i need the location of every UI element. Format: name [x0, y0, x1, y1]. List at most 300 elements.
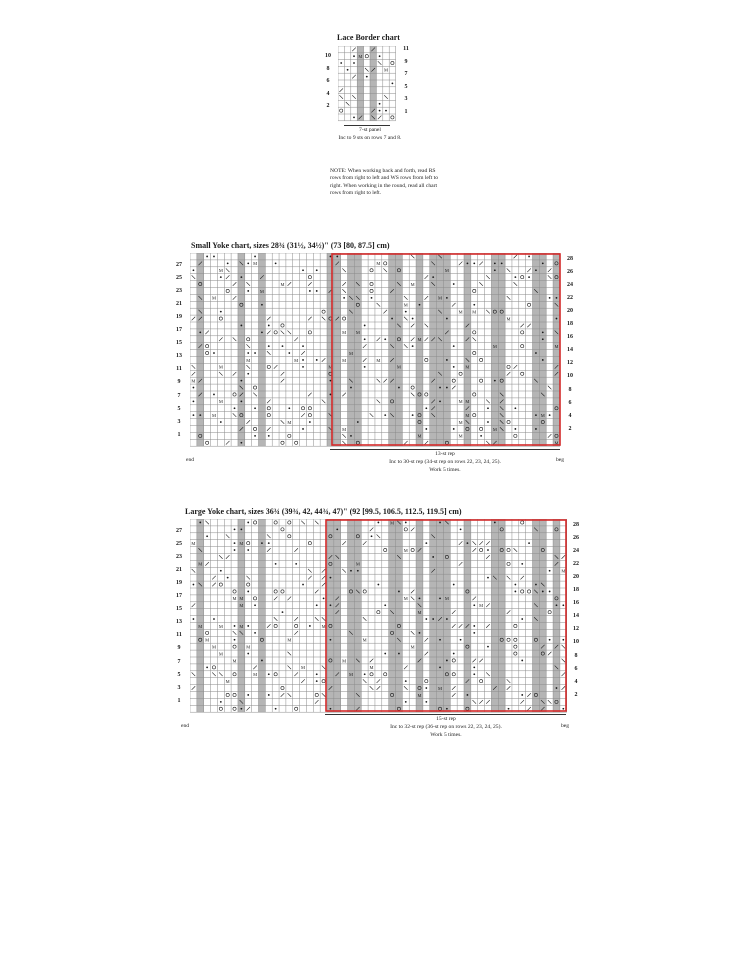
stitch-symbol: [370, 413, 374, 417]
stitch-symbol: [219, 672, 223, 676]
stitch-symbol: [364, 325, 366, 327]
stitch-symbol: M: [403, 547, 408, 553]
stitch-symbol: [494, 380, 496, 382]
stitch-symbol: [350, 570, 352, 572]
stitch-symbol: M: [218, 399, 223, 405]
stitch-symbol: M: [239, 603, 244, 609]
stitch-symbol: [330, 380, 332, 382]
stitch-symbol: [507, 420, 510, 423]
stitch-symbol: [226, 555, 230, 559]
stitch-symbol: M: [239, 596, 244, 602]
stitch-symbol: [247, 583, 250, 586]
stitch-symbol: [411, 631, 415, 635]
stitch-symbol: [425, 618, 427, 620]
stitch-symbol: [473, 351, 476, 354]
stitch-symbol: [234, 542, 236, 544]
stitch-symbol: [301, 521, 305, 525]
stitch-symbol: [295, 624, 298, 627]
stitch-symbol: [267, 317, 271, 321]
stitch-symbol: [288, 693, 292, 697]
row-number: 5: [404, 83, 408, 90]
stitch-symbol: [527, 268, 531, 272]
stitch-symbol: [486, 603, 490, 607]
stitch-symbol: [562, 645, 566, 649]
stitch-symbol: [316, 290, 318, 292]
stitch-symbol: M: [191, 540, 196, 546]
stitch-symbol: M: [355, 330, 360, 336]
stitch-symbol: [267, 534, 271, 538]
stitch-symbol: [226, 289, 229, 292]
stitch-symbol: [288, 535, 291, 538]
stitch-symbol: M: [198, 623, 203, 629]
stitch-symbol: [295, 707, 298, 710]
stitch-symbol: [330, 639, 332, 641]
stitch-symbol: [295, 441, 298, 444]
stitch-symbol: [472, 597, 476, 601]
stitch-symbol: M: [301, 665, 306, 671]
stitch-symbol: [514, 652, 517, 655]
row-number: 19: [176, 314, 182, 321]
stitch-symbol: [365, 55, 368, 58]
stitch-symbol: [501, 262, 503, 264]
stitch-symbol: [486, 441, 490, 445]
stitch-symbol: [452, 624, 456, 628]
stitch-symbol: [480, 358, 483, 361]
stitch-symbol: [507, 576, 511, 580]
stitch-symbol: [472, 337, 476, 341]
stitch-symbol: [315, 700, 319, 704]
stitch-symbol: [425, 638, 429, 642]
stitch-symbol: [342, 541, 346, 545]
stitch-symbol: [383, 310, 387, 314]
stitch-symbol: M: [355, 561, 360, 567]
stitch-symbol: [343, 317, 346, 320]
stitch-symbol: [411, 590, 415, 594]
row-number: 2: [326, 103, 330, 110]
stitch-symbol: [253, 427, 256, 430]
stitch-symbol: [521, 618, 523, 620]
stitch-symbol: M: [410, 644, 415, 650]
stitch-symbol: [473, 632, 475, 634]
stitch-symbol: [281, 693, 285, 697]
small-yoke-inc-label: Inc to 30-st rep (34-st rep on rows 22, 23, 24, 25).: [389, 459, 501, 465]
row-number: 14: [567, 347, 573, 354]
stitch-symbol: [219, 707, 222, 710]
stitch-symbol: [240, 380, 242, 382]
stitch-symbol: [404, 528, 407, 531]
row-number: 28: [567, 256, 573, 262]
stitch-symbol: [322, 576, 326, 580]
stitch-symbol: [193, 400, 195, 402]
stitch-symbol: [384, 338, 386, 340]
stitch-symbol: M: [342, 330, 347, 336]
row-number: 16: [567, 334, 573, 341]
stitch-symbol: [494, 522, 496, 524]
stitch-symbol: [521, 590, 524, 593]
stitch-symbol: [340, 62, 342, 64]
stitch-symbol: [267, 427, 271, 431]
stitch-symbol: [535, 352, 537, 354]
stitch-symbol: [268, 345, 270, 347]
large-yoke-rep-bracket: [325, 714, 566, 715]
lace-chart-grid: [338, 46, 398, 124]
stitch-symbol: [473, 331, 476, 334]
stitch-symbol: [268, 325, 270, 327]
stitch-symbol: [193, 414, 195, 416]
stitch-symbol: [220, 701, 222, 703]
stitch-symbol: M: [259, 288, 264, 294]
stitch-symbol: [548, 386, 552, 390]
row-number: 5: [177, 405, 181, 412]
stitch-symbol: [302, 345, 304, 347]
stitch-symbol: M: [218, 623, 223, 629]
stitch-symbol: [419, 597, 421, 599]
stitch-symbol: [288, 521, 291, 524]
stitch-symbol: [254, 407, 256, 409]
stitch-symbol: [363, 541, 367, 545]
stitch-symbol: [294, 617, 298, 621]
stitch-symbol: [548, 700, 552, 704]
stitch-symbol: [507, 268, 511, 272]
stitch-symbol: [281, 324, 284, 327]
stitch-symbol: [479, 700, 483, 704]
stitch-symbol: M: [239, 540, 244, 546]
stitch-symbol: [274, 673, 277, 676]
stitch-symbol: [542, 359, 544, 361]
stitch-symbol: [246, 344, 250, 348]
stitch-symbol: [342, 268, 346, 272]
stitch-symbol: [308, 393, 312, 397]
stitch-symbol: [411, 337, 415, 341]
stitch-symbol: [549, 570, 551, 572]
stitch-symbol: [342, 289, 346, 293]
stitch-symbol: [411, 548, 414, 551]
stitch-symbol: M: [444, 596, 449, 602]
stitch-symbol: [480, 427, 483, 430]
stitch-symbol: [234, 407, 236, 409]
small-yoke-rep-label: 13-st rep: [435, 451, 455, 457]
stitch-symbol: [274, 365, 278, 369]
stitch-symbol: [301, 413, 305, 417]
large-yoke-end-label: end: [181, 723, 190, 729]
stitch-symbol: [302, 269, 304, 271]
stitch-symbol: [425, 428, 427, 430]
row-number: 6: [326, 78, 330, 85]
stitch-symbol: M: [294, 357, 299, 363]
stitch-symbol: [366, 76, 368, 78]
stitch-symbol: [562, 672, 566, 676]
stitch-symbol: [535, 584, 537, 586]
stitch-symbol: [473, 673, 475, 675]
stitch-symbol: [288, 282, 292, 286]
stitch-symbol: [267, 624, 271, 628]
stitch-symbol: [267, 548, 271, 552]
stitch-symbol: [350, 435, 352, 437]
row-number: 9: [177, 645, 181, 652]
stitch-symbol: M: [225, 678, 230, 684]
row-number: 24: [573, 548, 579, 555]
stitch-symbol: [213, 394, 215, 396]
stitch-symbol: [219, 555, 223, 559]
stitch-symbol: [302, 366, 304, 368]
small-yoke-end-label: end: [186, 457, 195, 463]
stitch-symbol: [281, 441, 284, 444]
stitch-symbol: [352, 48, 356, 52]
stitch-symbol: M: [561, 568, 566, 574]
stitch-symbol: [268, 673, 270, 675]
stitch-symbol: [342, 393, 346, 397]
stitch-symbol: [226, 534, 230, 538]
stitch-symbol: [527, 303, 530, 306]
stitch-symbol: [302, 359, 304, 361]
stitch-symbol: [240, 276, 242, 278]
stitch-symbol: [453, 653, 455, 655]
stitch-symbol: [233, 673, 236, 676]
stitch-symbol: [398, 653, 400, 655]
stitch-symbol: [384, 414, 386, 416]
stitch-symbol: M: [376, 357, 381, 363]
stitch-symbol: [507, 638, 510, 641]
stitch-symbol: [521, 372, 524, 375]
stitch-symbol: [281, 590, 284, 593]
stitch-symbol: [322, 680, 325, 683]
stitch-symbol: [301, 407, 304, 410]
stitch-symbol: [514, 548, 518, 552]
stitch-symbol: M: [410, 281, 415, 287]
stitch-symbol: [352, 75, 356, 79]
stitch-symbol: [439, 639, 441, 641]
stitch-symbol: [432, 556, 434, 558]
large-yoke-title: Large Yoke chart, sizes 36¾ (39¾, 42, 44¾, 47)" (92 [99.5, 106.5, 112.5, 119.5] cm): [185, 507, 462, 516]
stitch-symbol: [404, 344, 408, 348]
stitch-symbol: [411, 386, 414, 389]
stitch-symbol: [453, 428, 455, 430]
stitch-symbol: [205, 562, 209, 566]
stitch-symbol: [521, 694, 523, 696]
stitch-symbol: M: [458, 399, 463, 405]
stitch-symbol: [377, 686, 381, 690]
stitch-symbol: [507, 296, 511, 300]
stitch-symbol: [514, 434, 517, 437]
stitch-symbol: [404, 296, 408, 300]
stitch-symbol: [379, 103, 381, 105]
stitch-symbol: [206, 535, 208, 537]
stitch-symbol: M: [205, 637, 210, 643]
stitch-symbol: M: [191, 378, 196, 384]
stitch-symbol: [507, 686, 511, 690]
small-yoke-title: Small Yoke chart, sizes 28¾ (31½, 34½)" (73 [80, 87.5] cm): [191, 241, 390, 250]
stitch-symbol: [377, 534, 381, 538]
stitch-symbol: [205, 331, 209, 335]
stitch-symbol: [535, 428, 537, 430]
stitch-symbol: [487, 421, 489, 423]
stitch-symbol: [212, 583, 216, 587]
stitch-symbol: [425, 652, 429, 656]
stitch-symbol: [459, 372, 462, 375]
stitch-symbol: [486, 275, 490, 279]
stitch-symbol: [384, 653, 386, 655]
row-number: 1: [177, 697, 181, 704]
stitch-symbol: [226, 693, 229, 696]
stitch-symbol: [206, 666, 208, 668]
stitch-symbol: M: [211, 644, 216, 650]
stitch-symbol: [542, 338, 544, 340]
stitch-symbol: [220, 276, 222, 278]
stitch-symbol: [370, 659, 374, 663]
stitch-symbol: [549, 414, 551, 416]
stitch-symbol: [480, 548, 483, 551]
stitch-symbol: [233, 707, 236, 710]
reading-note: NOTE: When working back and forth, read RS rows from right to left and WS rows from left to right. When working in the round, read all chart rows from right to left.: [330, 168, 439, 197]
stitch-symbol: [233, 337, 237, 341]
stitch-symbol: [234, 639, 236, 641]
stitch-symbol: [514, 645, 517, 648]
stitch-symbol: [220, 311, 222, 313]
stitch-symbol: [379, 110, 381, 112]
stitch-symbol: [548, 434, 552, 438]
stitch-symbol: [323, 597, 325, 599]
stitch-symbol: [487, 549, 489, 551]
stitch-symbol: [425, 393, 428, 396]
stitch-symbol: [480, 435, 482, 437]
stitch-symbol: [514, 365, 518, 369]
stitch-symbol: M: [396, 364, 401, 370]
stitch-symbol: [459, 624, 463, 628]
stitch-symbol: [507, 562, 510, 565]
row-number: 11: [403, 46, 409, 52]
row-number: 4: [326, 90, 330, 97]
stitch-symbol: [219, 583, 222, 586]
stitch-symbol: [507, 610, 511, 614]
stitch-symbol: [446, 297, 448, 299]
row-number: 26: [573, 535, 579, 542]
stitch-symbol: [322, 400, 326, 404]
stitch-symbol: [193, 387, 195, 389]
stitch-symbol: [316, 604, 318, 606]
stitch-symbol: [378, 61, 382, 65]
stitch-symbol: [342, 282, 346, 286]
stitch-symbol: [404, 317, 408, 321]
stitch-symbol: [294, 337, 298, 341]
stitch-symbol: [253, 521, 256, 524]
stitch-symbol: [261, 304, 263, 306]
stitch-symbol: [405, 311, 407, 313]
stitch-symbol: [486, 700, 490, 704]
stitch-symbol: [378, 116, 382, 120]
stitch-symbol: [350, 387, 352, 389]
stitch-symbol: [274, 521, 277, 524]
stitch-symbol: M: [554, 343, 559, 349]
stitch-symbol: [233, 282, 237, 286]
stitch-symbol: [288, 652, 292, 656]
stitch-symbol: [459, 262, 463, 266]
stitch-symbol: [192, 603, 196, 607]
row-number: 11: [176, 366, 182, 373]
stitch-symbol: [419, 304, 421, 306]
stitch-symbol: [267, 400, 271, 404]
stitch-symbol: [439, 522, 441, 524]
stitch-symbol: [213, 618, 215, 620]
stitch-symbol: [452, 610, 456, 614]
stitch-symbol: [520, 700, 524, 704]
stitch-symbol: [212, 672, 216, 676]
stitch-symbol: [301, 351, 305, 355]
stitch-symbol: [384, 604, 386, 606]
stitch-symbol: [316, 673, 318, 675]
stitch-symbol: [233, 393, 236, 396]
stitch-symbol: [479, 262, 483, 266]
stitch-symbol: M: [458, 419, 463, 425]
stitch-symbol: [521, 521, 524, 524]
stitch-symbol: [486, 624, 490, 628]
stitch-symbol: [446, 708, 448, 710]
stitch-symbol: [240, 400, 242, 402]
stitch-symbol: [425, 337, 429, 341]
stitch-symbol: [528, 276, 530, 278]
row-number: 22: [573, 561, 579, 568]
stitch-symbol: [507, 548, 510, 551]
stitch-symbol: [308, 407, 311, 410]
stitch-symbol: [302, 428, 304, 430]
stitch-symbol: [219, 337, 223, 341]
small-yoke-beg-label: beg: [556, 457, 565, 463]
stitch-symbol: [342, 569, 346, 573]
stitch-symbol: [425, 680, 428, 683]
stitch-symbol: [309, 625, 311, 627]
row-number: 7: [177, 658, 181, 665]
stitch-symbol: [452, 673, 455, 676]
stitch-symbol: [411, 255, 415, 259]
row-number: 2: [574, 691, 578, 698]
row-number: 15: [176, 340, 182, 347]
stitch-symbol: [453, 366, 455, 368]
stitch-symbol: [556, 297, 558, 299]
stitch-symbol: M: [253, 261, 258, 267]
stitch-symbol: [267, 351, 271, 355]
stitch-symbol: [288, 666, 292, 670]
stitch-symbol: [353, 117, 355, 119]
stitch-symbol: [383, 379, 387, 383]
stitch-symbol: [508, 708, 510, 710]
stitch-symbol: [330, 394, 332, 396]
stitch-symbol: [439, 387, 441, 389]
stitch-symbol: [486, 310, 490, 314]
stitch-symbol: [357, 421, 359, 423]
stitch-symbol: [308, 331, 311, 334]
stitch-symbol: M: [328, 364, 333, 370]
row-number: 24: [567, 282, 573, 289]
row-number: 6: [574, 665, 578, 672]
large-yoke-rep-label: 15-st rep: [436, 716, 456, 722]
stitch-symbol: [487, 407, 489, 409]
stitch-symbol: [520, 324, 524, 328]
stitch-symbol: [486, 672, 490, 676]
stitch-symbol: [542, 331, 544, 333]
row-number: 28: [573, 522, 579, 528]
stitch-symbol: [281, 420, 285, 424]
stitch-symbol: [364, 366, 366, 368]
stitch-symbol: [275, 563, 277, 565]
row-number: 27: [176, 262, 182, 268]
row-number: 21: [176, 301, 182, 308]
stitch-symbol: M: [472, 309, 477, 315]
stitch-symbol: [339, 88, 343, 92]
stitch-symbol: [330, 577, 332, 579]
stitch-symbol: [384, 548, 387, 551]
stitch-symbol: [556, 604, 558, 606]
stitch-symbol: [309, 290, 311, 292]
stitch-symbol: [281, 528, 284, 531]
